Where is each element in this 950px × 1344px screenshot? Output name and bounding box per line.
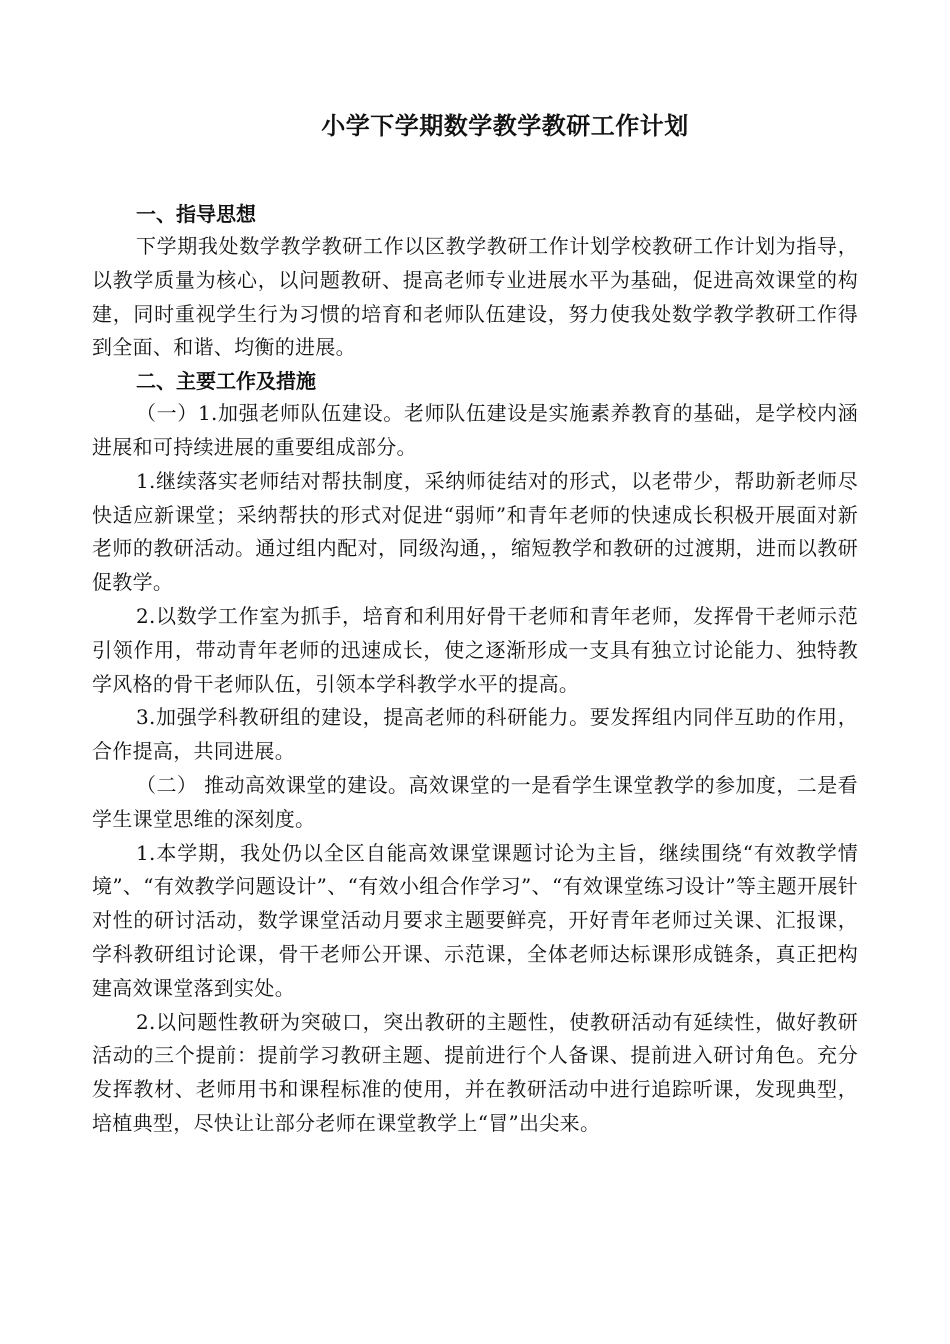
paragraph-item-problem-research: 2.以问题性教研为突破口，突出教研的主题性，使教研活动有延续性，做好教研活动的三个提前：提前学习教研主题、提前进行个人备课、提前进入研讨角色。充分发挥教材、老师用书和课程标准的使用，并在教研活动中进行追踪听课，发现典型，培植典型，尽快让让部分老师在课堂教学上“冒”出尖来。 [92, 1009, 858, 1135]
paragraph-item-semester-theme: 1.本学期，我处仍以全区自能高效课堂课题讨论为主旨，继续围绕“有效教学情境”、“有效教学问题设计”、“有效小组合作学习”、“有效课堂练习设计”等主题开展针对性的研讨活动，数学课堂活动月要求主题要鲜亮，开好青年老师过关课、汇报课，学科教研组讨论课，骨干老师公开课、示范课，全体老师达标课形成链条，真正把构建高效课堂落到实处。 [92, 840, 858, 1000]
section-heading-guiding-ideology: 一、指导思想 [136, 202, 256, 226]
paragraph-teacher-team: （一）1.加强老师队伍建设。老师队伍建设是实施素养教育的基础，是学校内涵进展和可持续进展的重要组成部分。 [92, 401, 858, 459]
paragraph-efficient-classroom: （二） 推动高效课堂的建设。高效课堂的一是看学生课堂教学的参加度，二是看学生课堂思维的深刻度。 [92, 772, 858, 831]
paragraph-item-mentoring: 1.继续落实老师结对帮扶制度，采纳师徒结对的形式，以老带少，帮助新老师尽快适应新课堂；采纳帮扶的形式对促进“弱师”和青年老师的快速成长积极开展面对新老师的教研活动。通过组内配对，同级沟通，，缩短教学和教研的过渡期，进而以教研促教学。 [92, 468, 858, 595]
section-heading-main-work: 二、主要工作及措施 [136, 369, 316, 394]
paragraph-item-research-group: 3.加强学科教研组的建设，提高老师的科研能力。要发挥组内同伴互助的作用，合作提高，共同进展。 [92, 705, 858, 764]
document-body [92, 198, 858, 1141]
paragraph-item-studio: 2.以数学工作室为抓手，培育和利用好骨干老师和青年老师，发挥骨干老师示范引领作用，带动青年老师的迅速成长，使之逐渐形成一支具有独立讨论能力、独特教学风格的骨干老师队伍，引领本学科教学水平的提高。 [92, 603, 858, 696]
paragraph-guiding-ideology: 下学期我处数学教学教研工作以区教学教研工作计划学校教研工作计划为指导，以教学质量为核心，以问题教研、提高老师专业进展水平为基础，促进高效课堂的构建，同时重视学生行为习惯的培育和老师队伍建设，努力使我处数学教学教研工作得到全面、和谐、均衡的进展。 [92, 234, 858, 360]
document-title: 小学下学期数学教学教研工作计划 [321, 112, 689, 140]
